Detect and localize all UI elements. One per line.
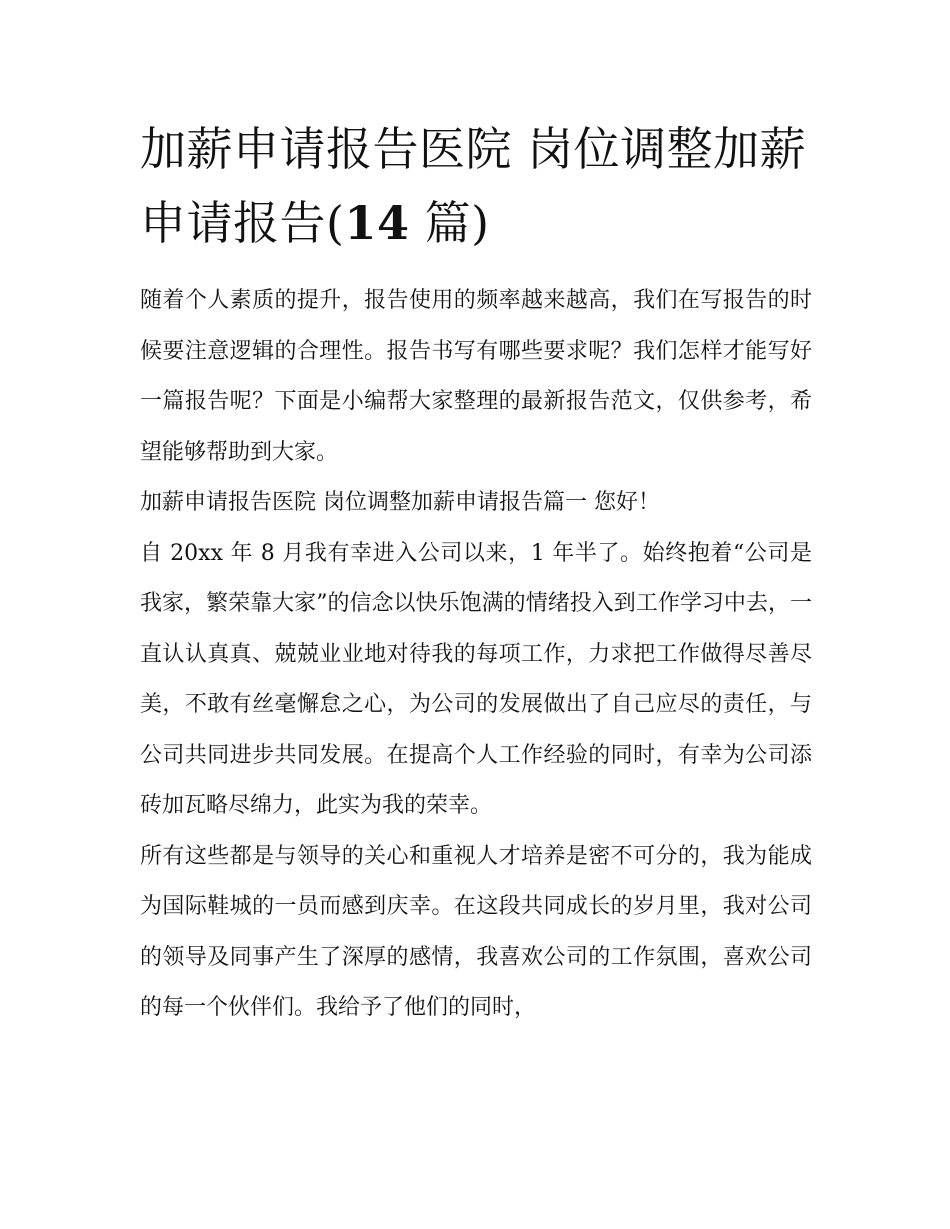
title-main: 加薪申请报告医院 岗位调整加薪申请报告( — [140, 122, 807, 250]
section-heading-paragraph: 加薪申请报告医院 岗位调整加薪申请报告篇一 您好！ — [140, 490, 660, 515]
document-title — [140, 112, 812, 260]
intro-paragraph: 随着个人素质的提升，报告使用的频率越来越高，我们在写报告的时候要注意逻辑的合理性。报告书写有哪些要求呢？我们怎样才能写好一篇报告呢？下面是小编帮大家整理的最新报告范文，仅供参考，希望能够帮助到大家。 — [140, 288, 812, 465]
document-body — [140, 112, 812, 1034]
title-count: 14 — [344, 196, 410, 250]
body-paragraph: 自 20xx 年 8 月我有幸进入公司以来，1 年半了。始终抱着“公司是我家，繁荣靠大家”的信念以快乐饱满的情绪投入到工作学习中去，一直认认真真、兢兢业业地对待我的每项工作，力求把工作做得尽善尽美，不敢有丝毫懈怠之心，为公司的发展做出了自己应尽的责任，与公司共同进步共同发展。在提高个人工作经验的同时，有幸为公司添砖加瓦略尽绵力，此实为我的荣幸。 — [140, 540, 812, 818]
body-paragraph: 所有这些都是与领导的关心和重视人才培养是密不可分的，我为能成为国际鞋城的一员而感到庆幸。在这段共同成长的岁月里，我对公司的领导及同事产生了深厚的感情，我喜欢公司的工作氛围，喜欢公司的每一个伙伴们。我给予了他们的同时， — [140, 843, 812, 1020]
title-end: 篇) — [409, 196, 490, 250]
